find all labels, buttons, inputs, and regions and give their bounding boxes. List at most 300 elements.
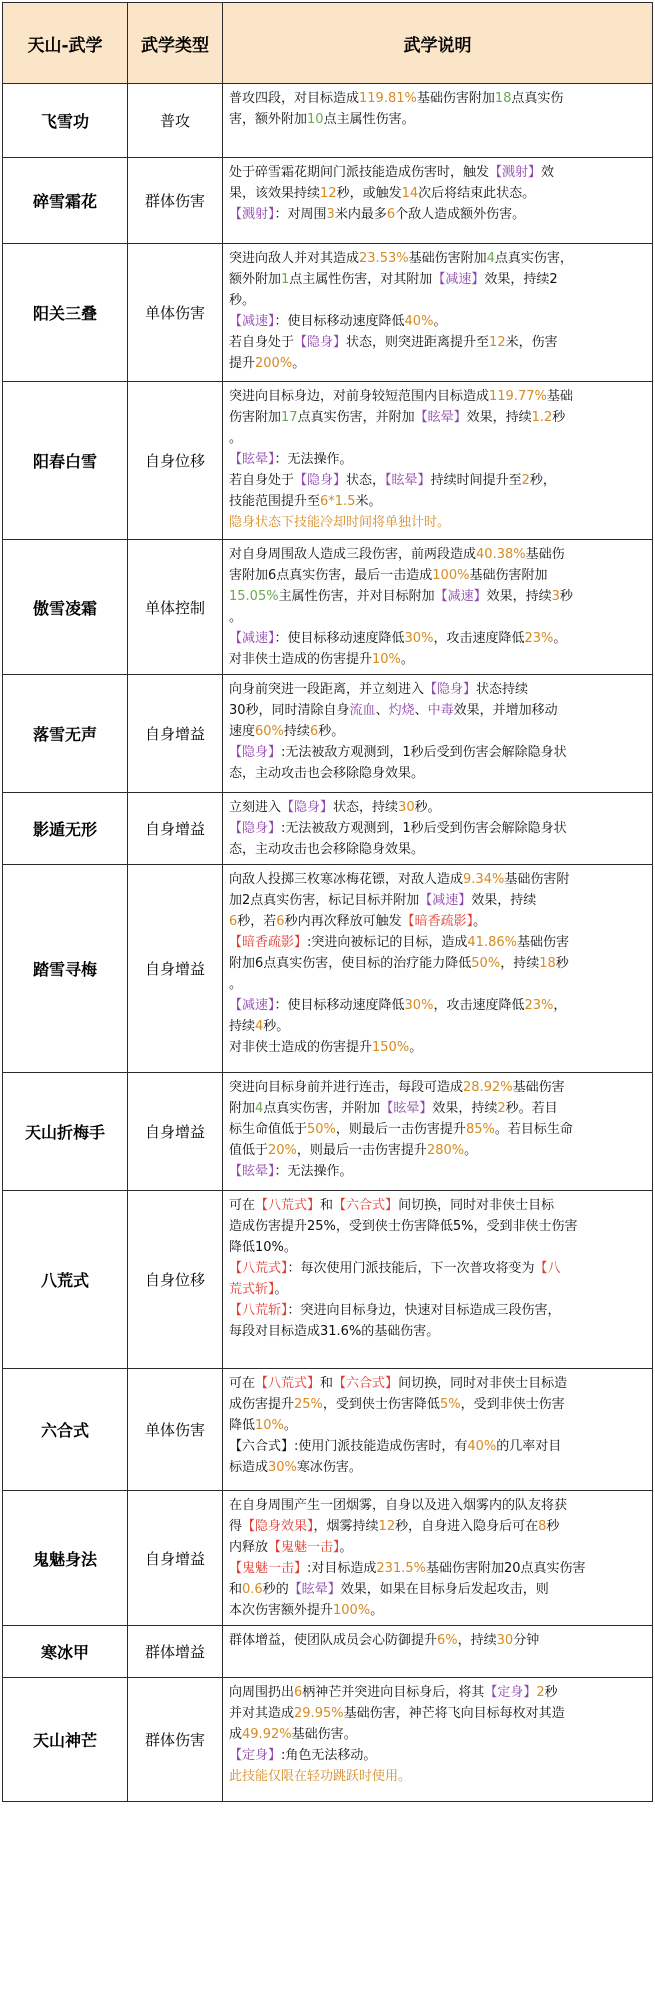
skill-description	[223, 793, 653, 865]
description-segment: 点真实伤害，并附加	[263, 1101, 381, 1116]
description-line	[229, 1216, 646, 1237]
description-segment: 【隐身效果】	[242, 1519, 314, 1534]
description-segment: 23%	[524, 631, 554, 646]
description-segment: 【定身】	[484, 1685, 537, 1700]
description-segment: ：使目标移动速度降低	[274, 314, 405, 329]
description-segment: 【隐身】	[281, 800, 334, 815]
description-line	[229, 269, 646, 290]
description-segment: 秒	[559, 589, 573, 604]
description-segment: 119.77%	[489, 389, 547, 404]
description-line	[229, 742, 646, 763]
description-segment: 成伤害提升	[229, 1397, 295, 1412]
description-segment: 秒。	[229, 293, 256, 308]
skill-name: 寒冰甲	[3, 1626, 128, 1678]
skill-name: 天山折梅手	[3, 1073, 128, 1191]
description-line	[229, 818, 646, 839]
description-segment: ，则最后一击伤害提升	[335, 1122, 466, 1137]
description-line	[229, 407, 646, 428]
skill-type: 群体伤害	[128, 158, 223, 244]
skill-description	[223, 865, 653, 1073]
skill-name: 鬼魅身法	[3, 1491, 128, 1626]
description-line	[229, 1237, 646, 1258]
description-line	[229, 1537, 646, 1558]
description-segment: 持续	[229, 1019, 256, 1034]
description-segment: 附加	[229, 1101, 256, 1116]
table-row	[3, 1678, 653, 1802]
description-segment: 秒。若目	[505, 1101, 558, 1116]
header-skill-type: 武学类型	[128, 3, 223, 84]
description-segment: 【隐身】	[294, 335, 347, 350]
table-row	[3, 540, 653, 675]
description-segment: 基础伤害附加20点真实伤害	[425, 1561, 586, 1576]
description-line	[229, 869, 646, 890]
description-segment: 秒，	[529, 473, 556, 488]
description-segment: ：使目标移动速度降低	[274, 631, 405, 646]
description-segment: ：每次使用门派技能后，下一次普攻将变为	[287, 1261, 535, 1276]
description-segment: 40.38%	[476, 547, 526, 562]
description-segment: 20%	[268, 1143, 297, 1158]
skill-description	[223, 1491, 653, 1626]
description-segment: 基础伤害附	[504, 872, 570, 887]
description-segment: 。	[409, 1040, 423, 1055]
description-line	[229, 386, 646, 407]
description-segment: 30	[496, 1633, 514, 1648]
skill-description	[223, 1073, 653, 1191]
skill-name: 八荒式	[3, 1191, 128, 1369]
description-segment: 向身前突进一段距离，并立刻进入	[229, 682, 425, 697]
description-segment: 若自身处于	[229, 473, 295, 488]
description-segment: 100%	[333, 1603, 371, 1618]
description-line	[229, 995, 646, 1016]
description-line	[229, 649, 646, 670]
skill-description	[223, 1626, 653, 1678]
description-segment: 害，额外附加	[229, 112, 308, 127]
description-segment: 米内最多	[334, 207, 387, 222]
description-segment: 基础伤害，神芒将飞向目标每枚对其造	[343, 1706, 565, 1721]
description-segment: 寒冰伤害。	[296, 1460, 362, 1475]
description-line	[229, 512, 646, 533]
description-segment: 23%	[524, 998, 554, 1013]
description-segment: 0.6	[242, 1582, 263, 1597]
description-segment: 18	[539, 956, 556, 971]
description-line	[229, 1300, 646, 1321]
description-segment: 【八荒式】	[255, 1198, 321, 1213]
description-segment: :角色无法移动。	[281, 1748, 377, 1763]
description-segment: :对目标造成	[307, 1561, 377, 1576]
description-segment: 150%	[372, 1040, 410, 1055]
description-segment: 可在	[229, 1198, 256, 1213]
description-line	[229, 911, 646, 932]
description-line	[229, 204, 646, 225]
skill-type: 单体伤害	[128, 244, 223, 382]
description-segment: 突进向目标身边，对前身较短范围内目标造成	[229, 389, 490, 404]
description-line	[229, 953, 646, 974]
skill-name: 傲雪凌霜	[3, 540, 128, 675]
description-segment: 效果，持续	[486, 589, 552, 604]
header-skill-description: 武学说明	[223, 3, 653, 84]
description-segment: 49.92%	[242, 1727, 292, 1742]
description-segment: ，攻击速度降低	[433, 631, 525, 646]
description-line	[229, 1037, 646, 1058]
description-segment: 立刻进入	[229, 800, 282, 815]
description-segment: 效果，持续	[432, 1101, 498, 1116]
description-segment: 40%	[404, 314, 434, 329]
description-segment: 状态，则突进距离提升至	[346, 335, 490, 350]
description-segment: 基础	[546, 389, 573, 404]
skill-name: 踏雪寻梅	[3, 865, 128, 1073]
description-segment: 基础伤害。	[291, 1727, 357, 1742]
description-segment: 100%	[432, 568, 470, 583]
skill-type: 自身增益	[128, 865, 223, 1073]
table-header-row	[3, 3, 653, 84]
description-segment: 秒	[552, 410, 566, 425]
skill-name: 天山神芒	[3, 1678, 128, 1802]
description-line	[229, 1766, 646, 1787]
description-segment: 14	[401, 186, 419, 201]
description-segment: 伤害附加	[229, 410, 282, 425]
description-segment: ，持续	[457, 1633, 497, 1648]
description-segment: 【暗香疏影】	[401, 914, 474, 929]
skill-description	[223, 382, 653, 540]
description-segment: ，	[553, 998, 567, 1013]
description-segment: 。	[292, 356, 306, 371]
skill-type: 自身位移	[128, 382, 223, 540]
description-line	[229, 1579, 646, 1600]
description-segment: 突进向目标身前并进行连击，每段可造成	[229, 1080, 464, 1095]
description-segment: ，受到非侠士伤害	[460, 1397, 565, 1412]
description-segment: 持续时间提升至	[430, 473, 522, 488]
description-segment: 次后将结束此状态。	[418, 186, 536, 201]
description-segment: 2	[497, 1101, 506, 1116]
description-segment: 8	[538, 1519, 547, 1534]
description-segment: 附加6点真实伤害，使目标的治疗能力降低	[229, 956, 472, 971]
description-segment: 200%	[255, 356, 293, 371]
description-line	[229, 890, 646, 911]
description-segment: 若自身处于	[229, 335, 295, 350]
description-segment: 【六合式】	[333, 1198, 399, 1213]
skill-type: 单体控制	[128, 540, 223, 675]
description-line	[229, 1682, 646, 1703]
description-segment: 额外附加	[229, 272, 282, 287]
description-segment: 处于碎雪霜花期间门派技能造成伤害时，触发	[229, 165, 490, 180]
description-segment: 。	[283, 1418, 297, 1433]
description-segment: 、	[414, 703, 428, 718]
description-segment: 隐身状态下技能冷却时间将单独计时。	[229, 515, 451, 530]
description-segment: 【眩晕】	[414, 410, 467, 425]
description-segment: 6	[386, 207, 396, 222]
description-segment: 对非侠士造成的伤害提升	[229, 652, 373, 667]
description-segment: 此技能仅限在轻功跳跃时使用。	[229, 1769, 412, 1784]
description-segment: 速度	[229, 724, 256, 739]
skill-description	[223, 1369, 653, 1491]
description-segment: 。	[553, 631, 567, 646]
description-segment: 点真实伤	[511, 91, 564, 106]
description-segment: 30秒，同时清除自身	[229, 703, 350, 718]
description-segment: 60%	[255, 724, 284, 739]
description-segment: 231.5%	[376, 1561, 426, 1576]
description-segment: 本次伤害额外提升	[229, 1603, 334, 1618]
description-segment: 点主属性伤害。	[323, 112, 415, 127]
description-segment: 50%	[471, 956, 501, 971]
description-segment: 效果，持续2	[484, 272, 558, 287]
description-line	[229, 1016, 646, 1037]
description-segment: 119.81%	[359, 91, 417, 106]
description-segment: 30%	[404, 631, 434, 646]
description-segment: 每段对目标造成31.6%的基础伤害。	[229, 1324, 440, 1339]
table-row	[3, 1191, 653, 1369]
description-segment: 。	[274, 1282, 288, 1297]
description-segment: 。	[370, 1603, 384, 1618]
skill-type: 群体增益	[128, 1626, 223, 1678]
description-segment: 25%	[294, 1397, 323, 1412]
description-segment: 持续	[283, 724, 310, 739]
skill-name: 落雪无声	[3, 675, 128, 793]
description-segment: 【减速】	[432, 272, 485, 287]
table-row	[3, 1491, 653, 1626]
table-body	[3, 84, 653, 1802]
description-segment: 荒式斩】	[229, 1282, 275, 1297]
skill-name: 影遁无形	[3, 793, 128, 865]
description-segment: 点主属性伤害，对其附加	[289, 272, 433, 287]
description-line	[229, 607, 646, 628]
description-segment: 得	[229, 1519, 243, 1534]
description-segment: 【鬼魅一击】	[268, 1540, 340, 1555]
description-segment: 【溅射】	[229, 207, 275, 222]
description-segment: 85%	[465, 1122, 495, 1137]
description-segment: 【鬼魅一击】	[229, 1561, 308, 1576]
skill-type: 自身增益	[128, 1491, 223, 1626]
description-segment: 降低	[229, 1418, 256, 1433]
description-segment: 6	[276, 914, 285, 929]
description-segment: 30%	[268, 1460, 297, 1475]
description-segment: 【溅射】	[489, 165, 542, 180]
description-segment: 间切换，同时对非侠士目标造	[398, 1376, 568, 1391]
description-segment: 10%	[255, 1418, 284, 1433]
description-segment: 基础伤害	[516, 935, 569, 950]
description-segment: 5%	[439, 1397, 461, 1412]
description-segment: 群体增益，使团队成员会心防御提升	[229, 1633, 438, 1648]
header-skill-name: 天山-武学	[3, 3, 128, 84]
description-segment: 10	[307, 112, 324, 127]
description-segment: 29.95%	[294, 1706, 344, 1721]
description-segment: ，烟雾持续	[313, 1519, 379, 1534]
description-line	[229, 183, 646, 204]
description-segment: 【八荒式】	[229, 1261, 288, 1276]
description-segment: 基础伤害附加	[416, 91, 495, 106]
skill-name: 六合式	[3, 1369, 128, 1491]
description-line	[229, 565, 646, 586]
description-segment: 【隐身】	[424, 682, 477, 697]
description-segment: 效果，如果在目标身后发起攻击，则	[340, 1582, 549, 1597]
description-line	[229, 974, 646, 995]
description-segment: 4	[486, 251, 495, 266]
description-segment: 米。	[355, 494, 382, 509]
description-segment: 4	[255, 1101, 264, 1116]
table-row	[3, 865, 653, 1073]
description-segment: 12	[489, 335, 506, 350]
description-segment: 6	[229, 914, 238, 929]
skill-type: 单体伤害	[128, 1369, 223, 1491]
description-segment: 3	[326, 207, 335, 222]
description-segment: 造成伤害提升25%，受到侠士伤害降低5%，受到非侠士伤害	[229, 1219, 578, 1234]
description-segment: 值低于	[229, 1143, 269, 1158]
description-segment: ，受到侠士伤害降低	[322, 1397, 440, 1412]
skill-description	[223, 244, 653, 382]
description-segment: 9.34%	[463, 872, 505, 887]
description-line	[229, 700, 646, 721]
description-segment: 【八	[534, 1261, 561, 1276]
skill-type: 自身增益	[128, 793, 223, 865]
description-line	[229, 1516, 646, 1537]
skill-type: 群体伤害	[128, 1678, 223, 1802]
skill-name: 阳关三叠	[3, 244, 128, 382]
description-line	[229, 109, 646, 130]
description-segment: 280%	[426, 1143, 465, 1158]
description-segment: 6*1.5	[320, 494, 356, 509]
description-segment: 秒。	[263, 1019, 290, 1034]
description-segment: 成	[229, 1727, 243, 1742]
description-segment: 态，主动攻击也会移除隐身效果。	[229, 842, 425, 857]
description-line	[229, 1457, 646, 1478]
description-segment: 2	[536, 1685, 545, 1700]
description-segment: 点真实伤害，	[494, 251, 573, 266]
description-segment: 【眩晕】	[380, 1101, 433, 1116]
description-line	[229, 763, 646, 784]
description-segment: 效果，持续	[471, 893, 537, 908]
description-segment: 50%	[307, 1122, 336, 1137]
description-segment: 内释放	[229, 1540, 269, 1555]
skill-description	[223, 1678, 653, 1802]
description-segment: 普攻四段，对目标造成	[229, 91, 360, 106]
description-segment: 。	[473, 914, 487, 929]
description-line	[229, 586, 646, 607]
description-segment: 秒	[544, 1685, 558, 1700]
description-segment: 17	[281, 410, 298, 425]
description-segment: 流血	[349, 703, 376, 718]
description-segment: 降低10%。	[229, 1240, 297, 1255]
description-segment: :无法被敌方观测到，1秒后受到伤害会解除隐身状	[281, 821, 567, 836]
description-segment: 向周围扔出	[229, 1685, 295, 1700]
description-segment: 基础伤	[525, 547, 565, 562]
description-segment: 效果，持续	[466, 410, 532, 425]
description-line	[229, 628, 646, 649]
description-line	[229, 839, 646, 860]
description-segment: 害附加6点真实伤害，最后一击造成	[229, 568, 433, 583]
skill-type: 自身增益	[128, 1073, 223, 1191]
skill-description	[223, 1191, 653, 1369]
description-segment: 中毒	[427, 703, 454, 718]
description-line	[229, 1119, 646, 1140]
skill-name: 飞雪功	[3, 84, 128, 158]
description-segment: 。	[433, 314, 447, 329]
description-segment: ：突进向目标身边，快速对目标造成三段伤害，	[287, 1303, 561, 1318]
skill-table	[2, 2, 653, 1802]
description-segment: 15.05%	[229, 589, 279, 604]
description-segment: 6	[309, 724, 319, 739]
description-segment: 个敌人造成额外伤害。	[395, 207, 526, 222]
description-segment: 秒	[555, 956, 569, 971]
description-segment: ：对周围	[274, 207, 327, 222]
description-segment: 并对其造成	[229, 1706, 295, 1721]
description-line	[229, 1258, 646, 1279]
description-segment: 米，伤害	[505, 335, 558, 350]
description-line	[229, 544, 646, 565]
description-segment: :突进向被标记的目标，造成	[307, 935, 468, 950]
description-segment: 12	[320, 186, 337, 201]
description-segment: 和	[320, 1376, 334, 1391]
description-segment: 标造成	[229, 1460, 269, 1475]
description-segment: :无法被敌方观测到，1秒后受到伤害会解除隐身状	[281, 745, 567, 760]
description-segment: 技能范围提升至	[229, 494, 321, 509]
description-line	[229, 290, 646, 311]
description-segment: 秒	[546, 1519, 560, 1534]
description-line	[229, 679, 646, 700]
skill-name: 阳春白雪	[3, 382, 128, 540]
description-line	[229, 1724, 646, 1745]
description-segment: 30	[398, 800, 415, 815]
description-segment: 效	[541, 165, 555, 180]
description-segment: 分钟	[513, 1633, 540, 1648]
description-line	[229, 1558, 646, 1579]
description-segment: 【减速】	[434, 589, 487, 604]
description-line	[229, 1745, 646, 1766]
description-segment: 状态持续	[476, 682, 529, 697]
skill-description	[223, 675, 653, 793]
description-segment: 10%	[372, 652, 401, 667]
description-segment: 状态，	[346, 473, 386, 488]
description-segment: 可在	[229, 1376, 256, 1391]
description-line	[229, 1161, 646, 1182]
description-segment: 秒，或触发	[336, 186, 402, 201]
description-segment: 1	[281, 272, 290, 287]
description-line	[229, 491, 646, 512]
description-line	[229, 332, 646, 353]
description-segment: 【减速】	[419, 893, 472, 908]
description-segment: 和	[320, 1198, 334, 1213]
description-line	[229, 1630, 646, 1651]
description-segment: 12	[378, 1519, 396, 1534]
description-segment: 6%	[437, 1633, 458, 1648]
table-row	[3, 1626, 653, 1678]
description-line	[229, 1703, 646, 1724]
description-line	[229, 1321, 646, 1342]
table-row	[3, 1369, 653, 1491]
description-segment: 【八荒斩】	[229, 1303, 288, 1318]
description-segment: 30%	[404, 998, 434, 1013]
description-segment: 【六合式】:使用门派技能造成伤害时，有	[229, 1439, 468, 1454]
description-segment: 。	[229, 610, 243, 625]
description-line	[229, 162, 646, 183]
description-line	[229, 311, 646, 332]
skill-type: 自身增益	[128, 675, 223, 793]
description-segment: 加2点真实伤害，标记目标并附加	[229, 893, 420, 908]
description-line	[229, 470, 646, 491]
description-segment: 【眩晕】	[229, 1164, 275, 1179]
description-segment: 基础伤害附加	[408, 251, 487, 266]
description-line	[229, 1140, 646, 1161]
description-segment: 【隐身】	[229, 821, 282, 836]
description-segment: 态，主动攻击也会移除隐身效果。	[229, 766, 425, 781]
description-segment: 【六合式】	[333, 1376, 399, 1391]
description-segment: 。	[400, 652, 414, 667]
description-segment: 。	[339, 1540, 353, 1555]
description-segment: 秒，自身进入隐身后可在	[395, 1519, 539, 1534]
description-line	[229, 721, 646, 742]
description-segment: 状态，持续	[333, 800, 399, 815]
description-segment: 点真实伤害，并附加	[297, 410, 415, 425]
description-segment: 【眩晕】	[288, 1582, 341, 1597]
description-segment: 的几率对目	[496, 1439, 562, 1454]
